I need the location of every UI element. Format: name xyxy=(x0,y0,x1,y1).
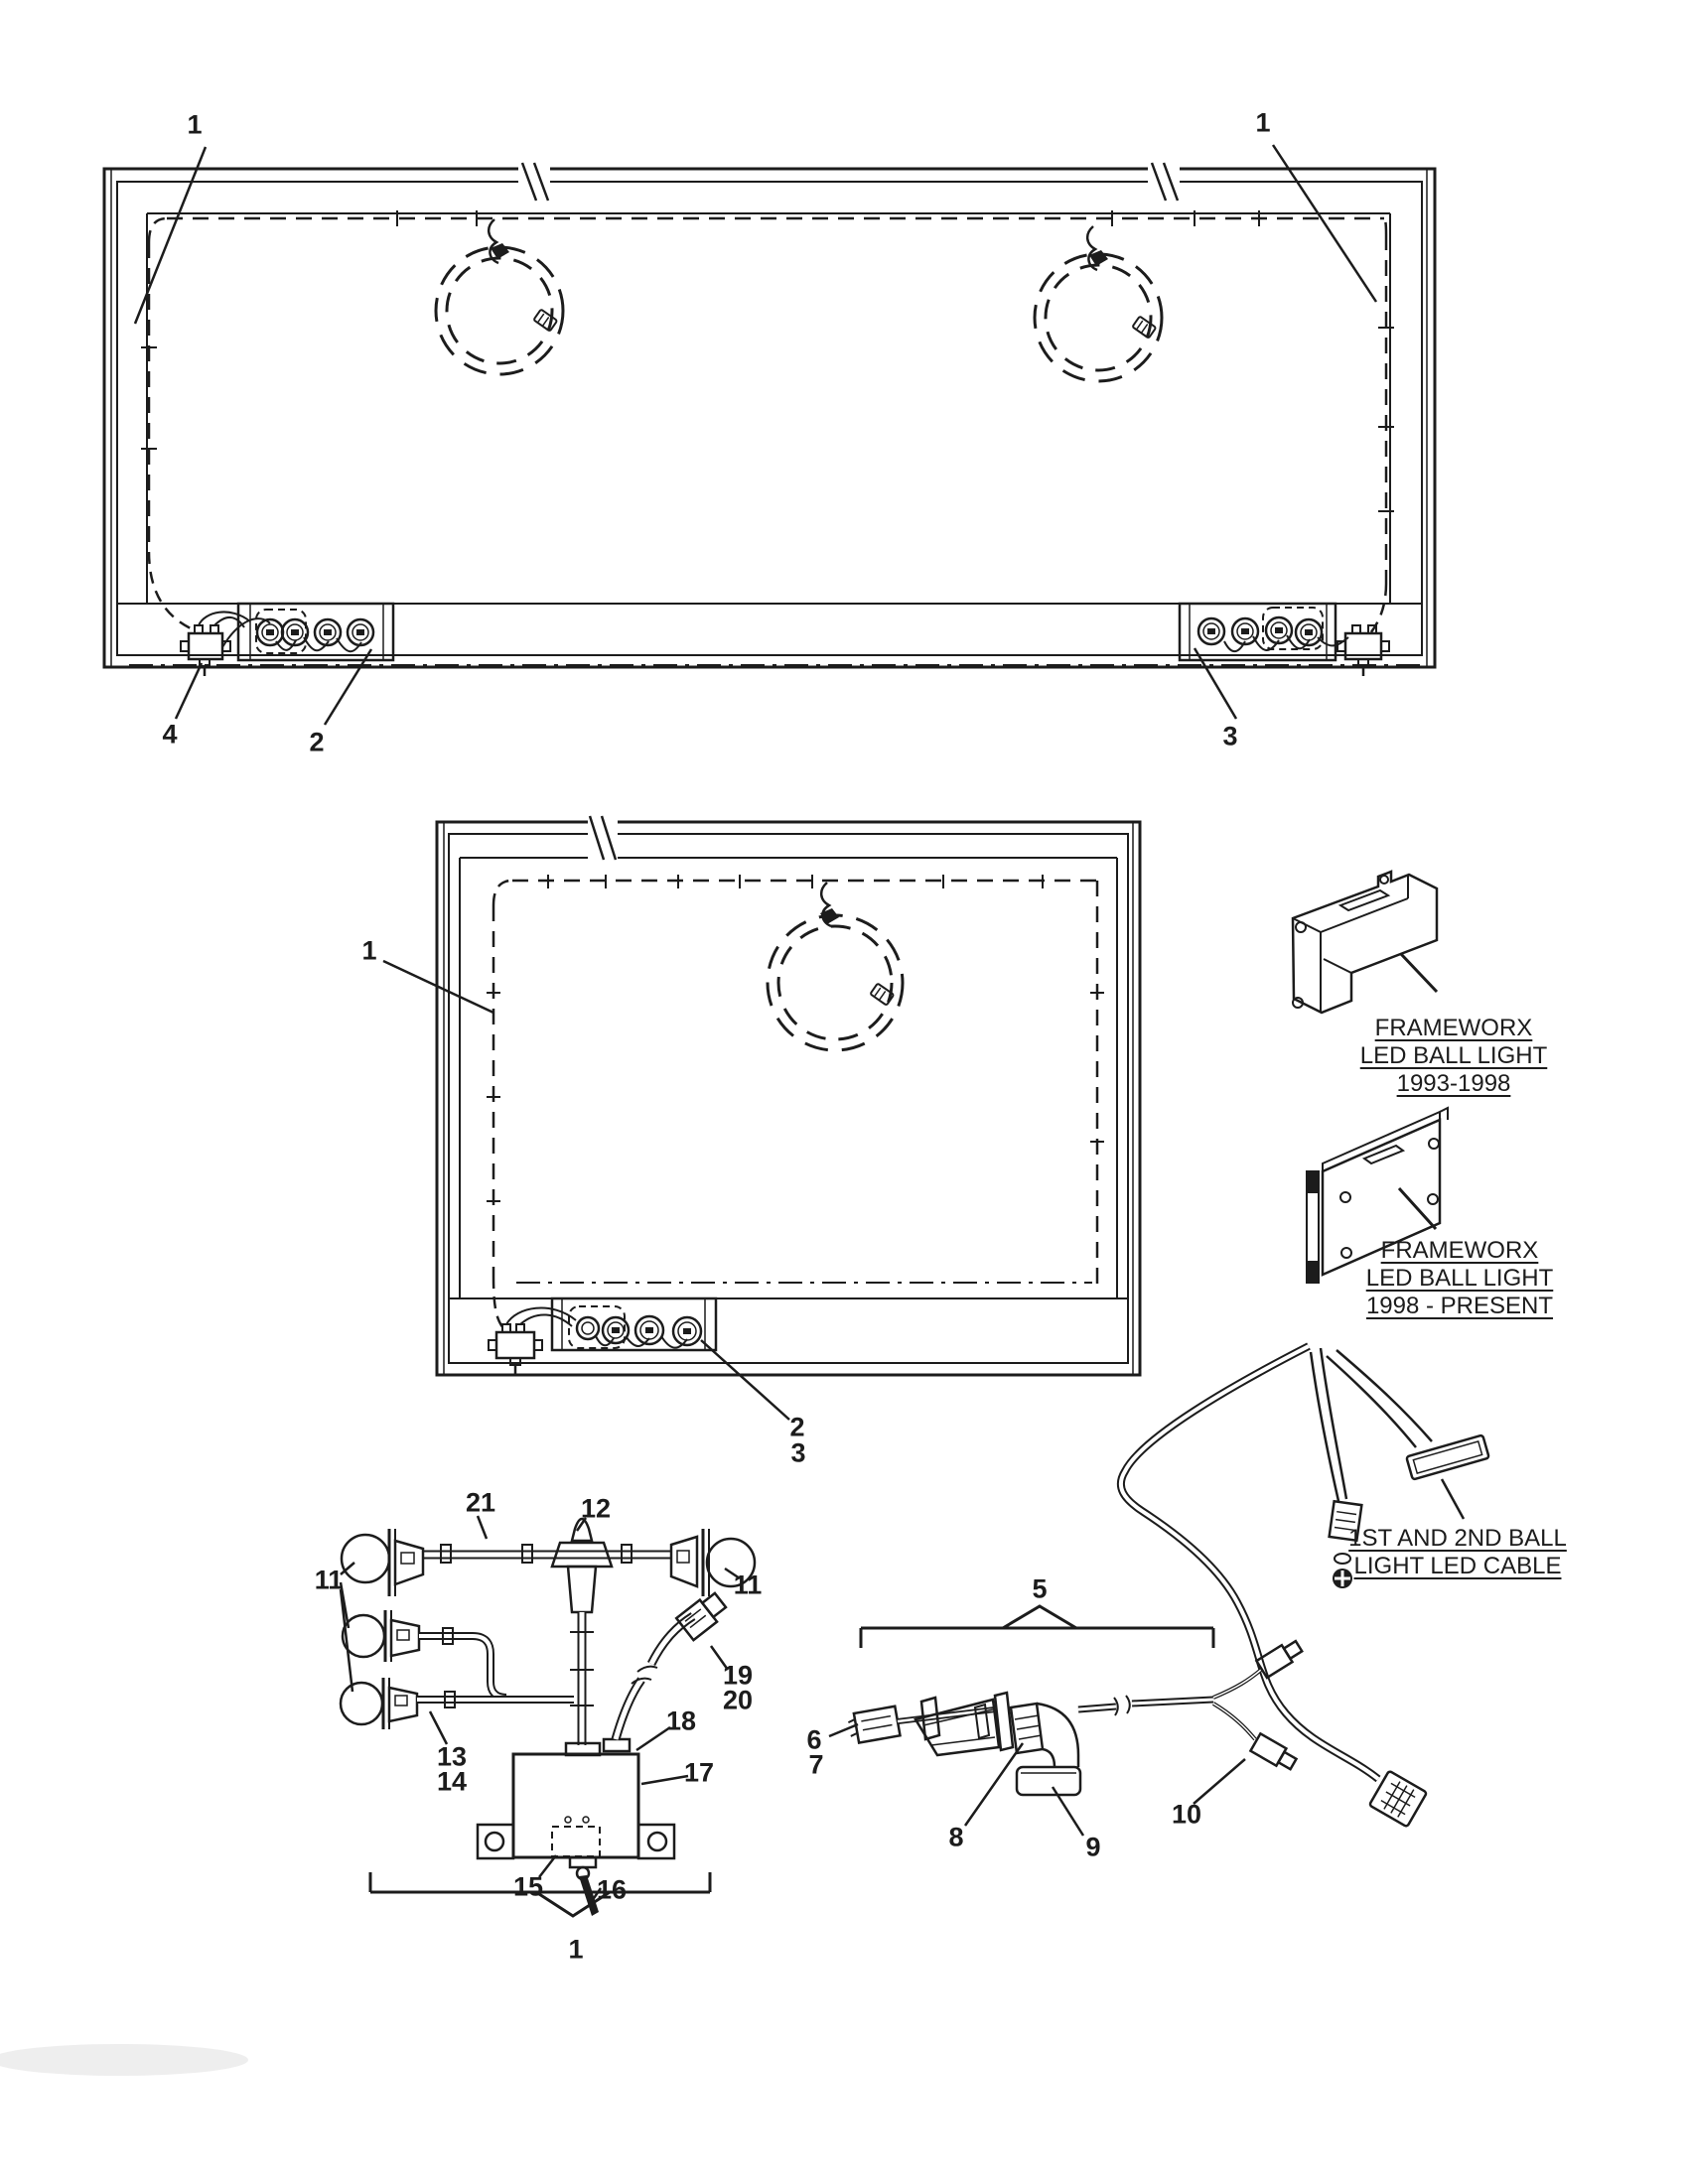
led-cable-label xyxy=(1342,1525,1573,1580)
callout-18: 18 xyxy=(665,1706,697,1736)
led-cable-label-line1: 1ST AND 2ND BALL xyxy=(1348,1525,1567,1552)
left-socket-strip xyxy=(222,604,393,660)
middle-frame-illustration xyxy=(383,816,1140,1420)
callout-12: 12 xyxy=(580,1493,612,1524)
callout-1-middle: 1 xyxy=(361,935,377,966)
callout-10: 10 xyxy=(1171,1799,1202,1830)
bracket-1993-label xyxy=(1335,1015,1573,1098)
callout-6: 6 xyxy=(806,1724,822,1755)
callout-7: 7 xyxy=(808,1749,824,1780)
callout-3-middle: 3 xyxy=(790,1437,806,1468)
callout-17: 17 xyxy=(683,1757,715,1788)
bracket-1998-label-line2: LED BALL LIGHT xyxy=(1365,1265,1554,1292)
callout-9: 9 xyxy=(1085,1832,1101,1862)
top-frame-illustration xyxy=(104,145,1435,725)
callout-1-group: 1 xyxy=(568,1934,584,1965)
middle-socket-strip xyxy=(552,1298,716,1350)
right-socket-strip xyxy=(1180,604,1348,660)
callout-11-right: 11 xyxy=(733,1570,763,1600)
callout-14: 14 xyxy=(436,1766,468,1797)
callout-20: 20 xyxy=(722,1685,754,1715)
bracket-1998-label-line3: 1998 - PRESENT xyxy=(1365,1293,1554,1319)
power-cable-illustration xyxy=(829,1606,1304,1836)
callout-21: 21 xyxy=(465,1487,496,1518)
bracket-1998-label xyxy=(1340,1237,1579,1320)
callout-13: 13 xyxy=(436,1741,468,1772)
callout-2-middle: 2 xyxy=(789,1412,805,1442)
callout-15: 15 xyxy=(512,1871,544,1902)
scan-smudge xyxy=(0,2044,248,2076)
led-cable-illustration xyxy=(1121,1346,1489,1827)
callout-11-left: 11 xyxy=(314,1565,344,1595)
led-cable-label-line2: LIGHT LED CABLE xyxy=(1353,1553,1562,1579)
bracket-1993-label-line1: FRAMEWORX xyxy=(1374,1015,1533,1041)
bracket-1998-label-line1: FRAMEWORX xyxy=(1380,1237,1539,1264)
bracket-1993-illustration xyxy=(1293,872,1437,1013)
callout-16: 16 xyxy=(596,1874,628,1905)
callout-8: 8 xyxy=(948,1822,964,1852)
callout-4: 4 xyxy=(162,719,178,750)
callout-1-top-left: 1 xyxy=(187,109,203,140)
callout-2-top: 2 xyxy=(309,727,325,757)
middle-junction-box xyxy=(489,1308,576,1375)
callout-19: 19 xyxy=(722,1660,754,1691)
bracket-1993-label-line3: 1993-1998 xyxy=(1396,1070,1511,1097)
callout-1-top-right: 1 xyxy=(1255,107,1271,138)
callout-5: 5 xyxy=(1032,1573,1048,1604)
bracket-1993-label-line2: LED BALL LIGHT xyxy=(1359,1042,1548,1069)
callout-3-top: 3 xyxy=(1222,721,1238,751)
